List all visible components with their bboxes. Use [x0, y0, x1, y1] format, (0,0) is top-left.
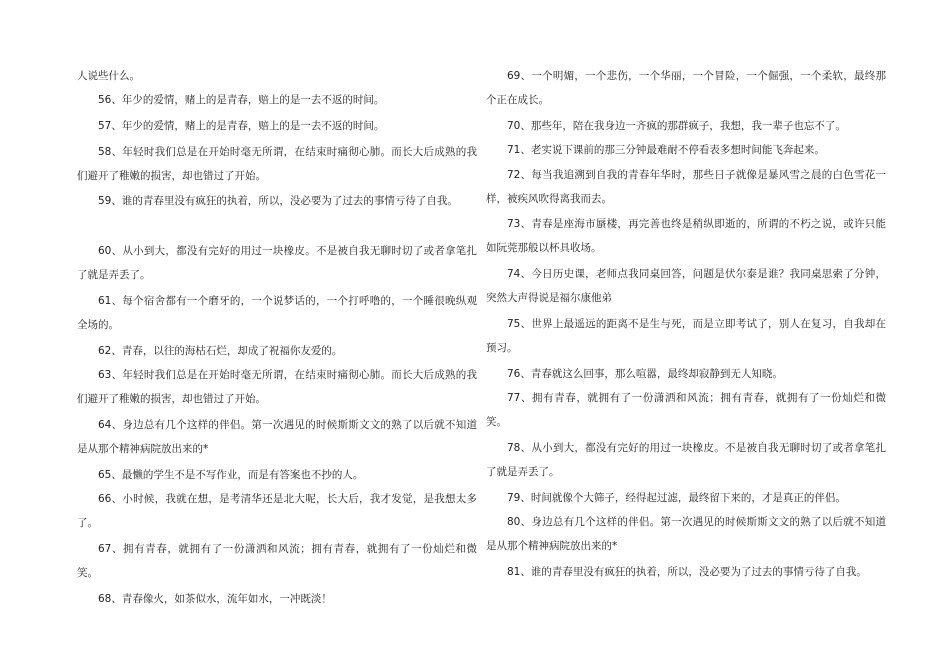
- paragraph-continuation: 人说些什么。: [77, 70, 140, 82]
- paragraph-56: 56、年少的爱情，赌上的是青春，赔上的是一去不返的时间。: [98, 94, 385, 106]
- paragraph-60: 60、从小到大，都没有完好的用过一块橡皮。不是被自我无聊时切了或者拿笔扎了就是弄丢了。: [77, 245, 477, 281]
- paragraph-71: 71、老实说下课前的那三分钟最难耐不停看表多想时间能飞奔起来。: [507, 144, 825, 156]
- paragraph-76: 76、青春就这么回事，那么喧嚣，最终却寂静到无人知晓。: [507, 368, 783, 380]
- paragraph-64: 64、身边总有几个这样的伴侣。第一次遇见的时候斯斯文文的熟了以后就不知道是从那个精神病院放出来的*: [77, 419, 477, 455]
- paragraph-74: 74、今日历史课，老师点我同桌回答，问题是伏尔泰是谁？我同桌思索了分钟，突然大声得说是福尔康他弟: [486, 268, 886, 304]
- paragraph-66: 66、小时候，我就在想，是考清华还是北大呢，长大后，我才发觉，是我想太多了。: [77, 493, 477, 529]
- paragraph-58: 58、年轻时我们总是在开始时毫无所谓，在结束时痛彻心肺。而长大后成熟的我们避开了稚嫩的损害，却也错过了开始。: [77, 146, 477, 182]
- paragraph-63: 63、年轻时我们总是在开始时毫无所谓，在结束时痛彻心肺。而长大后成熟的我们避开了稚嫩的损害，却也错过了开始。: [77, 369, 477, 405]
- paragraph-65: 65、最懒的学生不是不写作业，而是有答案也不抄的人。: [98, 469, 364, 481]
- paragraph-72: 72、每当我追溯到自我的青春年华时，那些日子就像是暴风雪之晨的白色雪花一样，被疾风吹得离我而去。: [486, 169, 886, 205]
- paragraph-59: 59、谁的青春里没有疯狂的执着，所以，没必要为了过去的事情亏待了自我。: [98, 195, 458, 207]
- paragraph-77: 77、拥有青春，就拥有了一份潇洒和风流；拥有青春，就拥有了一份灿烂和微笑。: [486, 392, 886, 428]
- paragraph-80: 80、身边总有几个这样的伴侣。第一次遇见的时候斯斯文文的熟了以后就不知道是从那个精神病院放出来的*: [486, 516, 886, 552]
- paragraph-62: 62、青春，以往的海枯石烂，却成了祝福你友爱的。: [98, 345, 343, 357]
- paragraph-57: 57、年少的爱情，赌上的是青春，赔上的是一去不返的时间。: [98, 120, 385, 132]
- paragraph-69: 69、一个明媚，一个悲伤，一个华丽，一个冒险，一个倔强，一个柔软，最终那个正在成长。: [486, 70, 886, 106]
- paragraph-70: 70、那些年，陪在我身边一齐疯的那群疯子，我想，我一辈子也忘不了。: [507, 120, 846, 132]
- paragraph-81: 81、谁的青春里没有疯狂的执着，所以，没必要为了过去的事情亏待了自我。: [507, 566, 867, 578]
- paragraph-61: 61、每个宿舍都有一个磨牙的，一个说梦话的，一个打呼噜的，一个睡很晚纵观全场的。: [77, 295, 477, 331]
- paragraph-68: 68、青春像火，如茶似水，流年如水，一冲既淡！: [98, 593, 332, 605]
- paragraph-73: 73、青春是座海市蜃楼，再完善也终是稍纵即逝的，所谓的不朽之说，或许只能如阮莞那般以杯具收场。: [486, 218, 886, 254]
- paragraph-79: 79、时间就像个大筛子，经得起过滤，最终留下来的，才是真正的伴侣。: [507, 492, 846, 504]
- paragraph-67: 67、拥有青春，就拥有了一份潇洒和风流；拥有青春，就拥有了一份灿烂和微笑。: [77, 543, 477, 579]
- paragraph-78: 78、从小到大，都没有完好的用过一块橡皮。不是被自我无聊时切了或者拿笔扎了就是弄丢了。: [486, 442, 886, 478]
- paragraph-75: 75、世界上最遥远的距离不是生与死，而是立即考试了，别人在复习，自我却在预习。: [486, 318, 886, 354]
